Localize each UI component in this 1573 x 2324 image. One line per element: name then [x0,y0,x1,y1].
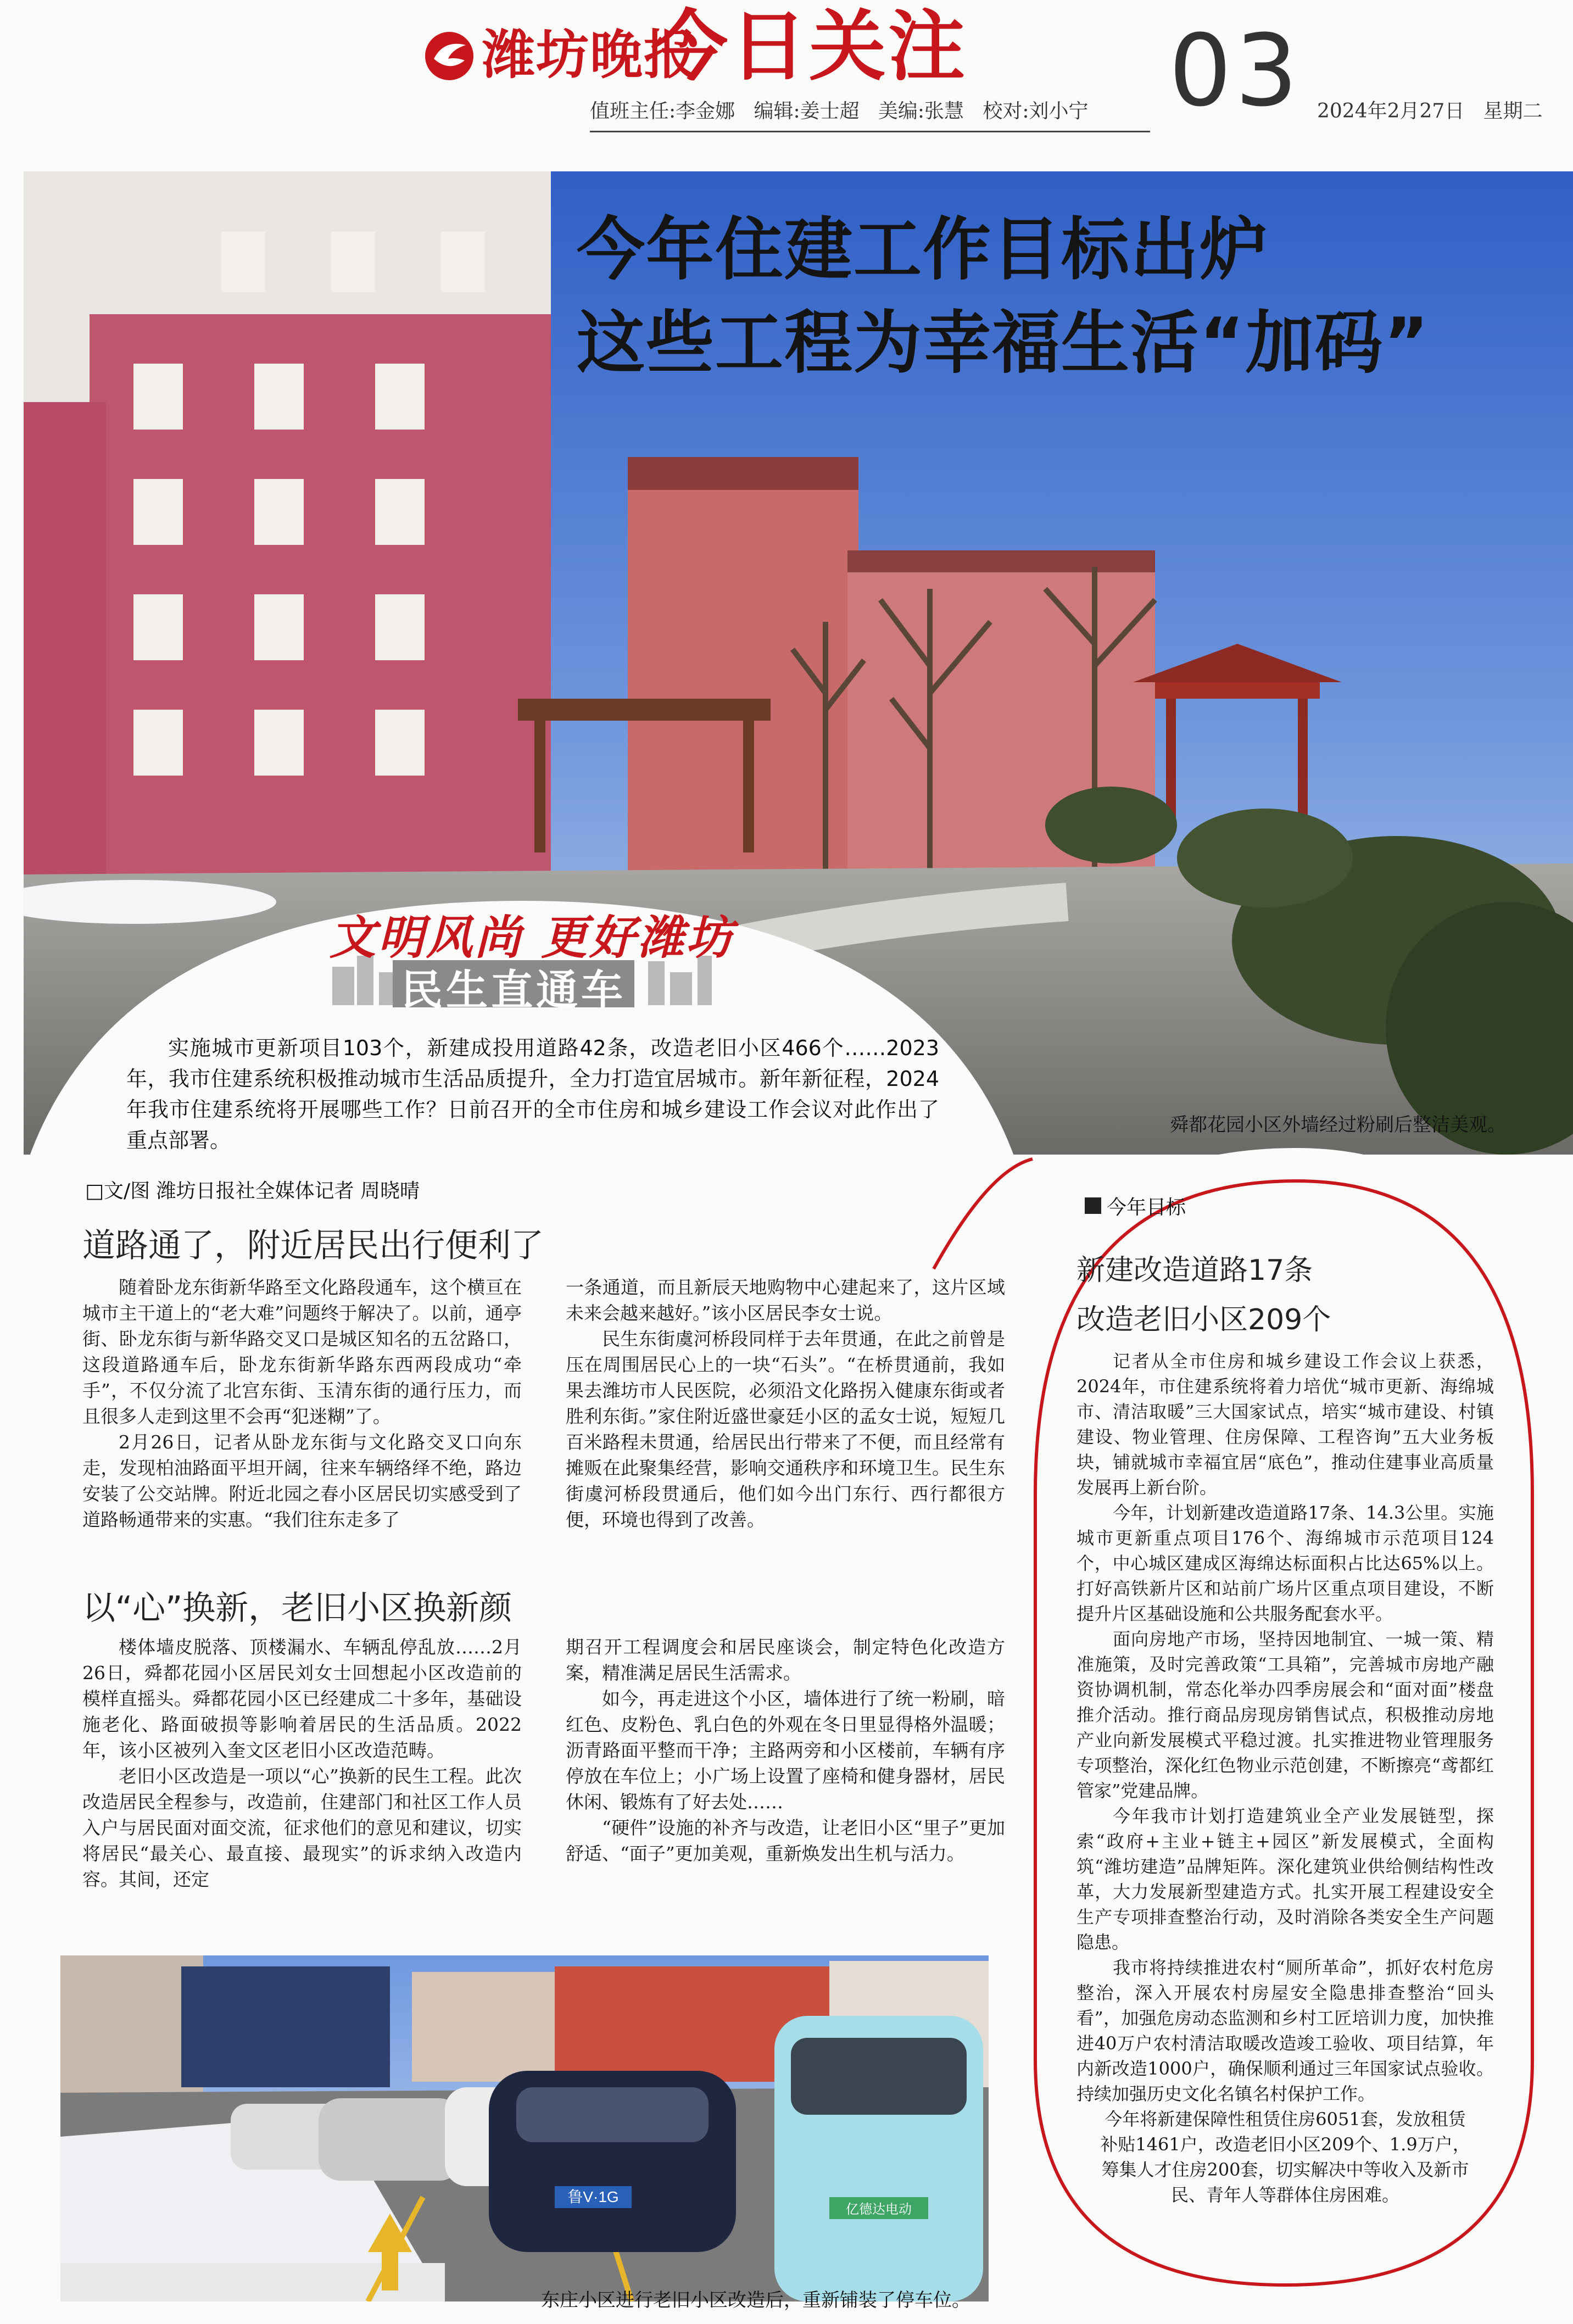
section-2-title: 以“心”换新，老旧小区换新颜 [82,1589,512,1628]
section-1-column-1 [82,1274,522,1532]
paragraph: 一条通道，而且新辰天地购物中心建起来了，这片区域未来会越来越好。”该小区居民李女士说。 [566,1277,1005,1324]
editor-credits: 值班主任:李金娜 编辑:姜士超 美编:张慧 校对:刘小宁 [590,100,1089,122]
campaign-slogan: 文明风尚 更好潍坊 [330,911,735,965]
goal-roads: 新建改造道路17条 [1076,1254,1313,1287]
paragraph: 今年，计划新建改造道路17条、14.3公里。实施城市更新重点项目176个、海绵城市示范项目124个，中心城区建成区海绵达标面积占比达65%以上。打好高铁新片区和站前广场片区重点项目建设，不断提升片区基础设施和公共服务配套水平。 [1076,1502,1494,1624]
lead-paragraph: 实施城市更新项目103个，新建成投用道路42条，改造老旧小区466个……2023年，我市住建系统积极推动城市生活品质提升，全力打造宜居城市。新年新征程，2024年我市住建系统将开展哪些工作？日前召开的全市住房和城乡建设工作会议对此作出了重点部署。 [126,1036,939,1152]
section-1-title: 道路通了，附近居民出行便利了 [82,1227,544,1265]
hero-photo-caption: 舜都花园小区外墙经过粉刷后整洁美观。 [1170,1114,1506,1136]
sidebar-tag: 今年目标 [1107,1196,1186,1219]
paragraph: 面向房地产市场，坚持因地制宜、一城一策、精准施策，及时完善政策“工具箱”，完善城市房地产融资协调机制，常态化举办四季房展会和“面对面”楼盘推介活动。推行商品房现房销售试点，积极推动房地产业向新发展模式平稳过渡。扎实推进物业管理服务专项整治，深化红色物业示范创建，不断擦亮“鸢都红管家”党建品牌。 [1076,1629,1494,1801]
tag-square-icon [1085,1197,1101,1214]
parking-photo-caption: 东庄小区进行老旧小区改造后，重新铺装了停车位。 [541,2289,970,2311]
paragraph: 随着卧龙东街新华路至文化路段通车，这个横亘在城市主干道上的“老大难”问题终于解决了。以前，通亭街、卧龙东街与新华路交叉口是城区知名的五岔路口，这段道路通车后，卧龙东街新华路东西两段成功“牵手”，不仅分流了北宫东街、玉清东街的通行压力，而且很多人走到这里不会再“犯迷糊”了。 [82,1277,522,1427]
paragraph: 今年我市计划打造建筑业全产业发展链型，探索“政府+主业+链主+园区”新发展模式，全面构筑“潍坊建造”品牌矩阵。深化建筑业供给侧结构性改革，大力发展新型建造方式。扎实开展工程建设安全生产专项排查整治行动，及时消除各类安全生产问题隐患。 [1076,1805,1494,1953]
paragraph: 如今，再走进这个小区，墙体进行了统一粉刷，暗红色、皮粉色、乳白色的外观在冬日里显得格外温暖；沥青路面平整而干净；主路两旁和小区楼前，车辆有序停放在车位上；小广场上设置了座椅和健身器材，居民休闲、锻炼有了好去处…… [566,1688,1005,1813]
masthead [0,0,1573,165]
issue-date: 2024年2月27日 星期二 [1317,100,1543,122]
headline-line-2: 这些工程为幸福生活“加码” [577,304,1430,383]
parking-photo [60,1955,989,2301]
section-1-column-2 [566,1274,1005,1532]
goal-communities: 改造老旧小区209个 [1076,1303,1331,1336]
masthead-rule [590,131,1150,132]
license-plate: 鲁V·1G [567,2188,619,2205]
paragraph: 期召开工程调度会和居民座谈会，制定特色化改造方案，精准满足居民生活需求。 [566,1636,1005,1684]
headline-line-1: 今年住建工作目标出炉 [577,210,1269,289]
paragraph: 我市将持续推进农村“厕所革命”，抓好农村危房整治，深入开展农村房屋安全隐患排查整治“回头看”，加强危房动态监测和乡村工匠培训力度，加快推进40万户农村清洁取暖改造竣工验收、项目结算，年内新改造1000户，确保顺利通过三年国家试点验收。持续加强历史文化名镇名村保护工作。 [1076,1957,1494,2104]
page-number: 03 [1169,14,1302,129]
paragraph: 老旧小区改造是一项以“心”换新的民生工程。此次改造居民全程参与，改造前，住建部门和社区工作人员入户与居民面对面交流，征求他们的意见和建议，切实将居民“最关心、最直接、最现实”的诉求纳入改造内容。其间，还定 [82,1765,522,1890]
vehicle-dealer-plate: 亿德达电动 [846,2202,912,2217]
paragraph: “硬件”设施的补齐与改造，让老旧小区“里子”更加舒适、“面子”更加美观，重新焕发出生机与活力。 [566,1817,1005,1864]
headline [577,203,1430,390]
brand-name: 潍坊晚报 [482,24,698,86]
paragraph: 今年将新建保障性租赁住房6051套，发放租赁补贴1461户，改造老旧小区209个、1.9万户，筹集人才住房200套，切实解决中等收入及新市民、青年人等群体住房困难。 [1100,2109,1470,2205]
newspaper-logo-icon [422,29,477,83]
paragraph: 2月26日，记者从卧龙东街与文化路交叉口向东走，发现柏油路面平坦开阔，往来车辆络绎不绝，路边安装了公交站牌。附近北园之春小区居民切实感受到了道路畅通带来的实惠。“我们往东走多了 [82,1431,522,1530]
section-2-column-2 [566,1634,1005,1866]
section-2-column-1 [82,1634,522,1892]
column-banner: 民生直通车 [401,966,626,1015]
paragraph: 记者从全市住房和城乡建设工作会议上获悉，2024年，市住建系统将着力培优“城市更新、海绵城市、清洁取暖”三大国家试点，培实“城市建设、村镇建设、物业管理、住房保障、工程咨询”五大业务板块，铺就城市幸福宜居“底色”，推动住建事业高质量发展再上新台阶。 [1076,1351,1494,1498]
sidebar-body [1076,1348,1494,2208]
section-title: 今日关注 [651,2,968,92]
paragraph: 楼体墙皮脱落、顶楼漏水、车辆乱停乱放……2月26日，舜都花园小区居民刘女士回想起小区改造前的模样直摇头。舜都花园小区已经建成二十多年，基础设施老化、路面破损等影响着居民的生活品质。2022年，该小区被列入奎文区老旧小区改造范畴。 [82,1636,522,1761]
paragraph: 民生东街虞河桥段同样于去年贯通，在此之前曾是压在周围居民心上的一块“石头”。“在桥贯通前，我如果去潍坊市人民医院，必须沿文化路拐入健康东街或者胜利东街。”家住附近盛世豪廷小区的孟女士说，短短几百米路程未贯通，给居民出行带来了不便，而且经常有摊贩在此聚集经营，影响交通秩序和环境卫生。民生东街虞河桥段贯通后，他们如今出门东行、西行都很方便，环境也得到了改善。 [566,1328,1005,1530]
byline: □文/图 潍坊日报社全媒体记者 周晓晴 [85,1180,420,1202]
